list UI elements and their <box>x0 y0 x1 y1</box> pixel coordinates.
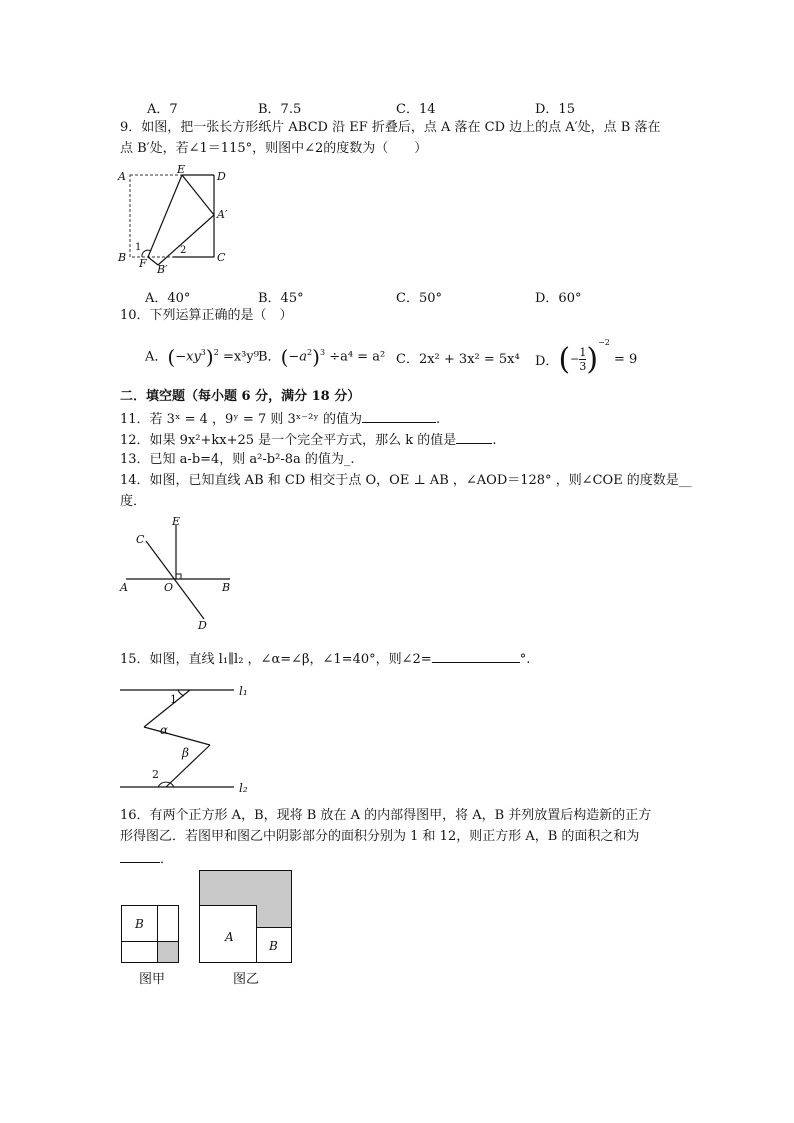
q15-label-beta: β <box>182 746 189 760</box>
q16-figure-jia <box>121 905 181 965</box>
q10-c-label: C． <box>396 352 419 367</box>
q10-c-expr: 2x² + 3x² = 5x⁴ <box>418 352 520 367</box>
q10-option-b: B．$(-a^2)^3 \div a^4 = a^2$ <box>258 345 386 369</box>
q9-option-b: B．45° <box>258 291 304 306</box>
q8-option-a: A．7 <box>147 102 178 117</box>
q9-option-d: D．60° <box>535 291 582 306</box>
q15-label-l1: l₁ <box>239 684 248 698</box>
q14-label-d: D <box>198 619 207 632</box>
q10-b-expr: ÷a⁴ = a² <box>329 349 386 365</box>
q9-label-c: C <box>217 251 226 264</box>
q9-option-a: A．40° <box>145 291 191 306</box>
q16-line3-end: ． <box>160 852 174 867</box>
q9-figure <box>118 165 238 275</box>
q10-a-label: A． <box>145 349 168 365</box>
q14-label-b: B <box>222 581 231 594</box>
q9-stem-line1: 9．如图，把一张长方形纸片 ABCD 沿 EF 折叠后，点 A 落在 CD 边上的点 A′处，点 B 落在 <box>120 120 661 135</box>
q12-stem: 12．如果 9x²+kx+25 是一个完全平方式，那么 k 的值是 <box>120 433 457 448</box>
q16-fig1-label-b: B <box>135 917 144 931</box>
q16-line2: 形得图乙．若图甲和图乙中阴影部分的面积分别为 1 和 12，则正方形 A，B 的面积之和为 <box>120 829 640 844</box>
q16-fig2-label-b: B <box>269 939 278 953</box>
q15-stem: 15．如图，直线 l₁∥l₂ ，∠α=∠β，∠1=40°，则∠2= <box>120 652 432 667</box>
q8-option-d: D．15 <box>535 102 575 117</box>
q9-option-c: C．50° <box>396 291 442 306</box>
q15-label-l2: l₂ <box>239 781 248 795</box>
q14-label-c: C <box>136 533 145 546</box>
q10-option-c <box>396 348 520 367</box>
q15-end: °. <box>519 652 531 667</box>
q15-label-alpha: α <box>160 723 169 737</box>
q9-label-aprime: A′ <box>217 208 228 221</box>
q8-option-b: B．7.5 <box>258 102 302 117</box>
q12-end: . <box>492 433 497 448</box>
q13-line: 13．已知 a-b=4，则 a²-b²-8a 的值为_. <box>120 452 355 467</box>
q9-label-2: 2 <box>180 245 187 256</box>
q10-b-label: B． <box>258 349 281 365</box>
q14-label-a: A <box>120 581 128 594</box>
q11-stem: 11．若 3ˣ = 4 ，9ʸ = 7 则 3ˣ⁻²ʸ 的值为 <box>120 412 362 427</box>
q16-line3 <box>120 850 173 868</box>
q10-d-label: D． <box>535 354 559 369</box>
q9-label-f: F <box>139 257 147 270</box>
q10-stem: 10．下列运算正确的是（ ） <box>120 308 293 323</box>
q14-line2: 度． <box>120 494 147 509</box>
q16-fig2-caption: 图乙 <box>233 972 260 987</box>
q11-end: . <box>435 412 441 427</box>
section-2-heading: 二．填空题（每小题 6 分，满分 18 分） <box>120 389 361 404</box>
q15-label-1: 1 <box>170 693 177 706</box>
q10-option-a: A．$(-xy^3)^2 =x^3y^9$ <box>145 345 259 369</box>
q15-label-2: 2 <box>152 768 159 781</box>
q10-d-expr: = 9 <box>614 352 638 367</box>
q14-label-e: E <box>172 515 181 528</box>
q10-option-d: D．(− $\frac{1}{3}$ )$^{-2}$ = 9 <box>535 338 638 377</box>
q14-figure <box>118 515 238 635</box>
q16-figure-yi <box>199 870 295 966</box>
q11-line <box>120 410 440 428</box>
q16-line1: 16．有两个正方形 A，B，现将 B 放在 A 的内部得图甲，将 A，B 并列放置后构造新的正方 <box>120 808 652 823</box>
q9-label-a: A <box>118 170 126 183</box>
q9-label-d: D <box>217 170 226 183</box>
q15-figure <box>118 683 258 793</box>
q9-label-1: 1 <box>135 242 142 253</box>
q16-fig2-label-a: A <box>225 930 234 944</box>
q14-line1: 14．如图，已知直线 AB 和 CD 相交于点 O，OE ⊥ AB ，∠AOD＝128° ，则∠COE 的度数是__ <box>120 473 692 488</box>
q9-label-b: B <box>118 251 127 264</box>
q9-label-e: E <box>177 163 186 176</box>
q9-label-bprime: B′ <box>157 263 168 276</box>
q9-stem-line2: 点 B′处，若∠1＝115°，则图中∠2的度数为（ ） <box>120 141 428 156</box>
q8-option-c: C．14 <box>396 102 436 117</box>
q12-line <box>120 431 496 449</box>
q15-line <box>120 650 530 668</box>
q16-fig1-caption: 图甲 <box>139 972 166 987</box>
q10-a-expr: =x³y⁹ <box>222 349 259 365</box>
q14-label-o: O <box>164 581 174 594</box>
